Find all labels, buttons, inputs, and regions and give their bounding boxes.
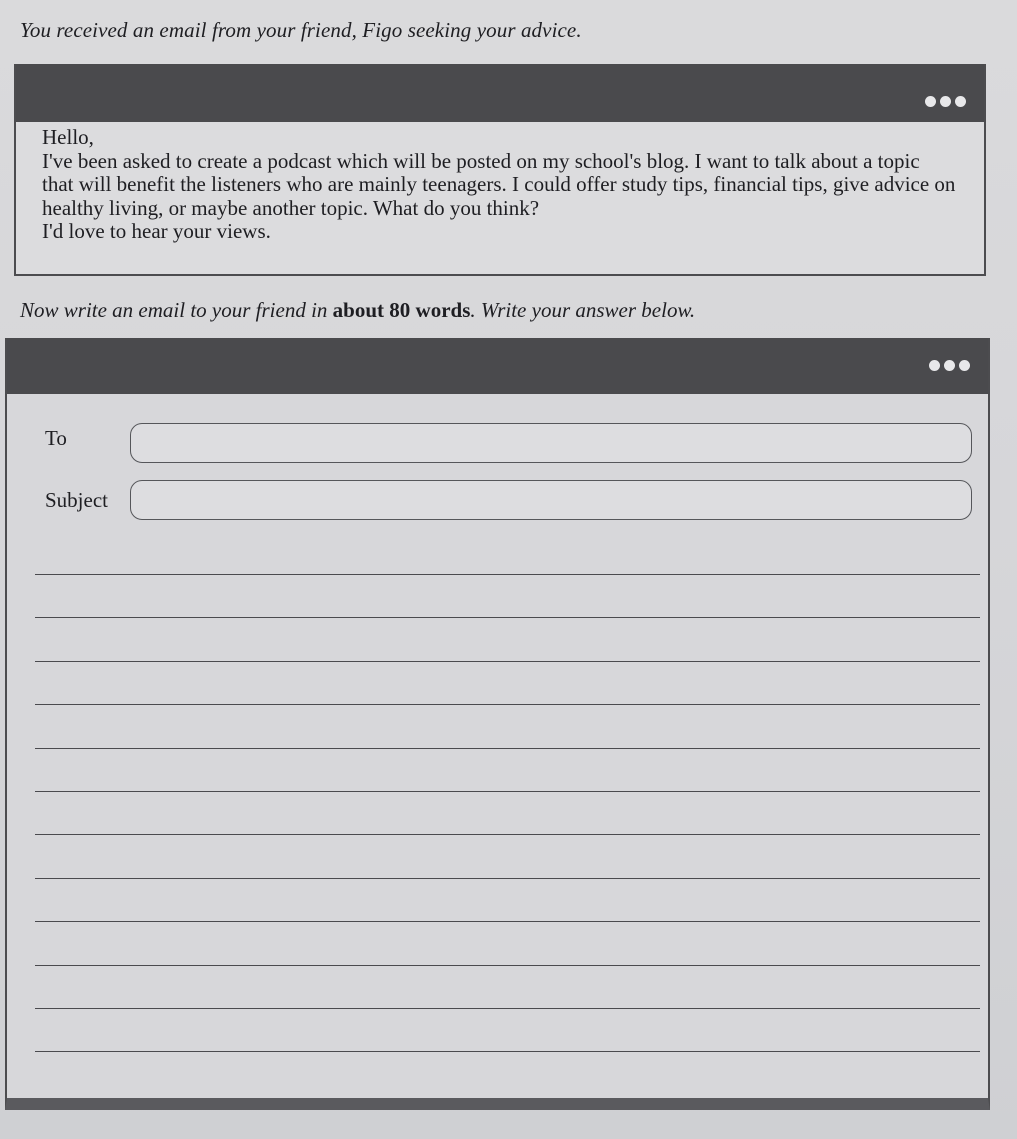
answer-line[interactable] (35, 921, 980, 922)
answer-line[interactable] (35, 617, 980, 618)
answer-line[interactable] (35, 791, 980, 792)
dot-icon (955, 96, 966, 107)
answer-line[interactable] (35, 965, 980, 966)
dot-icon (959, 360, 970, 371)
answer-line[interactable] (35, 661, 980, 662)
answer-line[interactable] (35, 748, 980, 749)
answer-line[interactable] (35, 1008, 980, 1009)
dot-icon (925, 96, 936, 107)
email-line: healthy living, or maybe another topic. What do you think? (42, 195, 540, 220)
email-line: that will benefit the listeners who are mainly teenagers. I could offer study tips, financial tips, give advice on (42, 172, 956, 196)
writing-instruction (20, 298, 695, 323)
dot-icon (940, 96, 951, 107)
dot-icon (944, 360, 955, 371)
instruction-text: Now write an email to your friend in (20, 298, 333, 322)
subject-field[interactable] (130, 480, 972, 520)
subject-label: Subject (45, 488, 108, 512)
answer-line[interactable] (35, 574, 980, 575)
answer-line[interactable] (35, 704, 980, 705)
word-count-requirement: about 80 words (332, 298, 471, 322)
answer-line[interactable] (35, 1051, 980, 1052)
dot-icon (929, 360, 940, 371)
email-line: I've been asked to create a podcast which will be posted on my school's blog. I want to talk about a topic (42, 148, 920, 173)
window-titlebar (7, 338, 988, 394)
instruction-text: . Write your answer below. (470, 298, 696, 322)
email-line: I'd love to hear your views. (42, 219, 271, 243)
email-body (42, 126, 972, 244)
to-label: To (45, 426, 67, 450)
email-greeting: Hello, (42, 125, 94, 149)
window-titlebar (16, 64, 984, 122)
to-field[interactable] (130, 423, 972, 463)
task-instruction: You received an email from your friend, Figo seeking your advice. (20, 18, 582, 42)
compose-email-window (5, 338, 990, 1110)
window-dots-icon (925, 96, 966, 107)
window-dots-icon (929, 360, 970, 371)
answer-line[interactable] (35, 878, 980, 879)
received-email-window (14, 64, 986, 276)
answer-line[interactable] (35, 834, 980, 835)
